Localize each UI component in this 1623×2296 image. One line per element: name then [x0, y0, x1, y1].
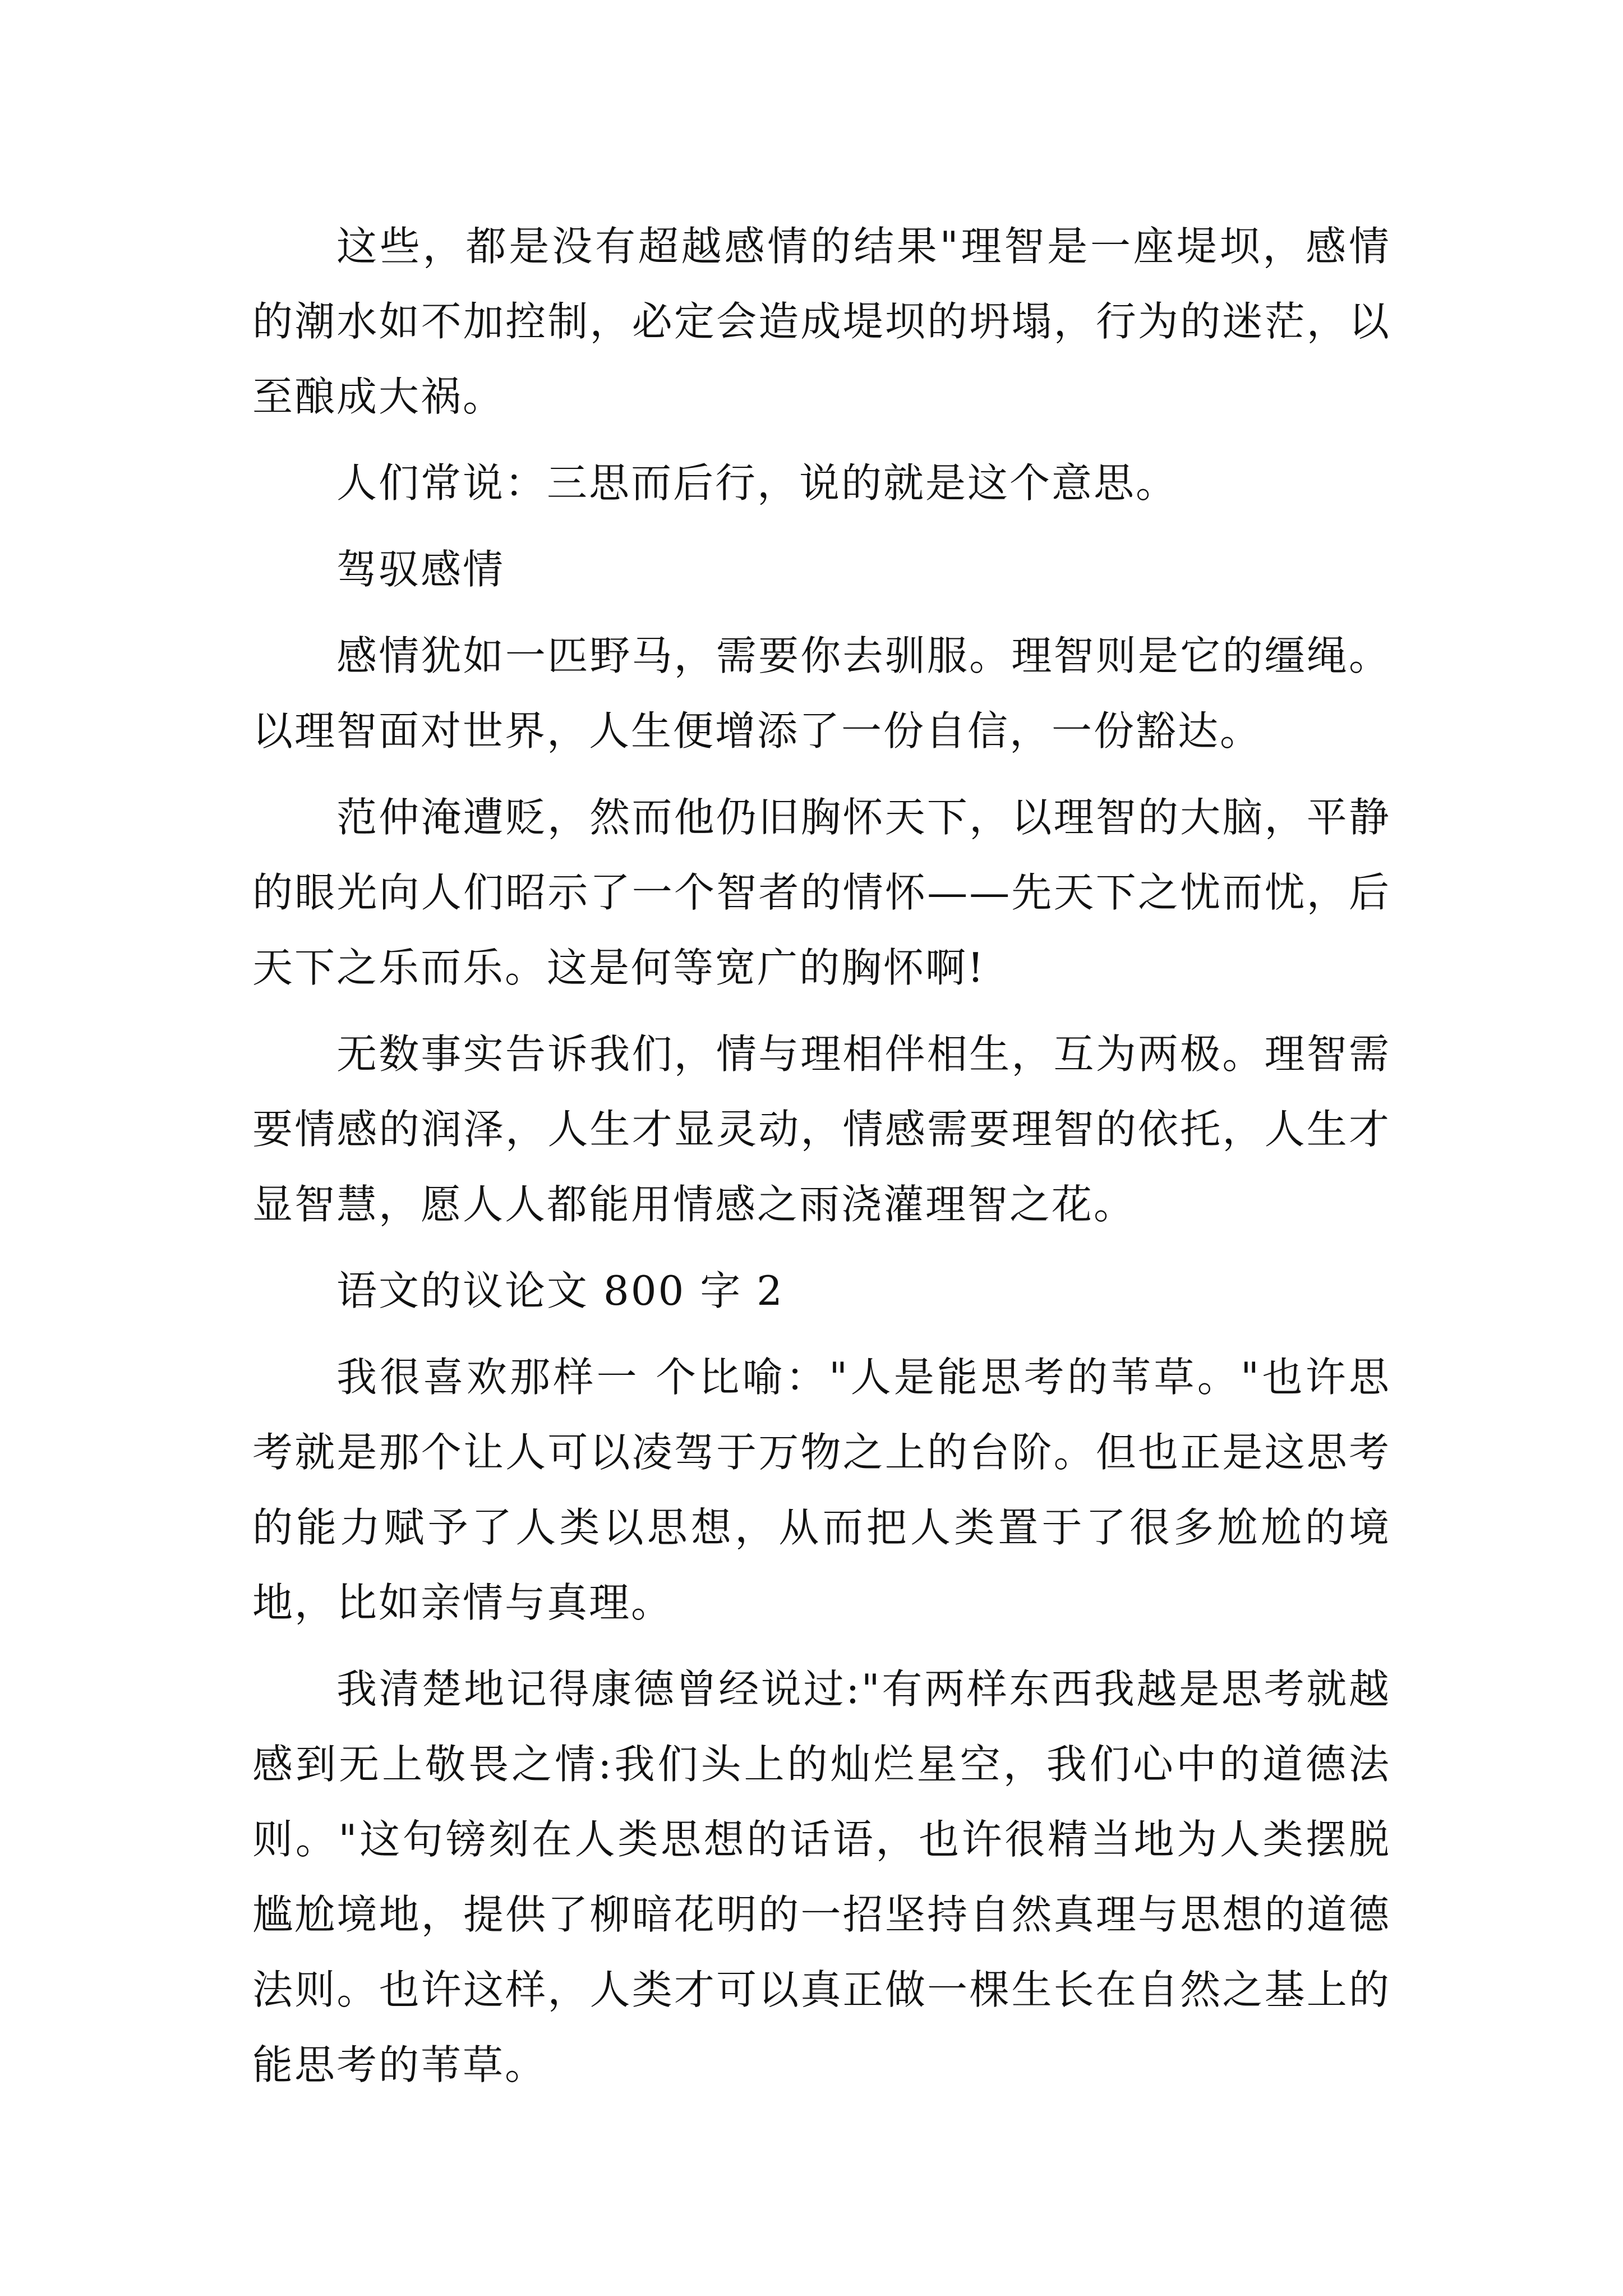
essay-title: 语文的议论文 800 字 2 — [336, 1267, 784, 1314]
paragraph: 这些，都是没有超越感情的结果"理智是一座堤坝，感情的潮水如不加控制，必定会造成堤坝的坍塌，行为的迷茫，以至酿成大祸。 — [252, 223, 1391, 420]
paragraph: 范仲淹遭贬，然而他仍旧胸怀天下，以理智的大脑，平静的眼光向人们昭示了一个智者的情怀——先天下之忧而忧，后天下之乐而乐。这是何等宽广的胸怀啊! — [252, 794, 1391, 991]
paragraph: 人们常说：三思而后行，说的就是这个意思。 — [336, 459, 1178, 507]
section-heading: 驾驭感情 — [336, 546, 505, 593]
paragraph: 我很喜欢那样一 个比喻："人是能思考的苇草。"也许思考就是那个让人可以凌驾于万物之上的台阶。但也正是这思考的能力赋予了人类以思想，从而把人类置于了很多尬尬的境地，比如亲情与真理。 — [252, 1354, 1391, 1626]
paragraph: 我清楚地记得康德曾经说过:"有两样东西我越是思考就越感到无上敬畏之情:我们头上的灿烂星空，我们心中的道德法则。"这句镑刻在人类思想的话语，也许很精当地为人类摆脱尴尬境地，提供了柳暗花明的一招坚持自然真理与思想的道德法则。也许这样，人类才可以真正做一棵生长在自然之基上的能思考的苇草。 — [252, 1665, 1391, 2088]
document-body — [252, 209, 1391, 2102]
paragraph: 感情犹如一匹野马，需要你去驯服。理智则是它的缰绳。以理智面对世界，人生便增添了一份自信，一份豁达。 — [252, 632, 1391, 754]
paragraph: 无数事实告诉我们，情与理相伴相生，互为两极。理智需要情感的润泽，人生才显灵动，情感需要理智的依托，人生才显智慧，愿人人都能用情感之雨浇灌理智之花。 — [252, 1030, 1391, 1228]
